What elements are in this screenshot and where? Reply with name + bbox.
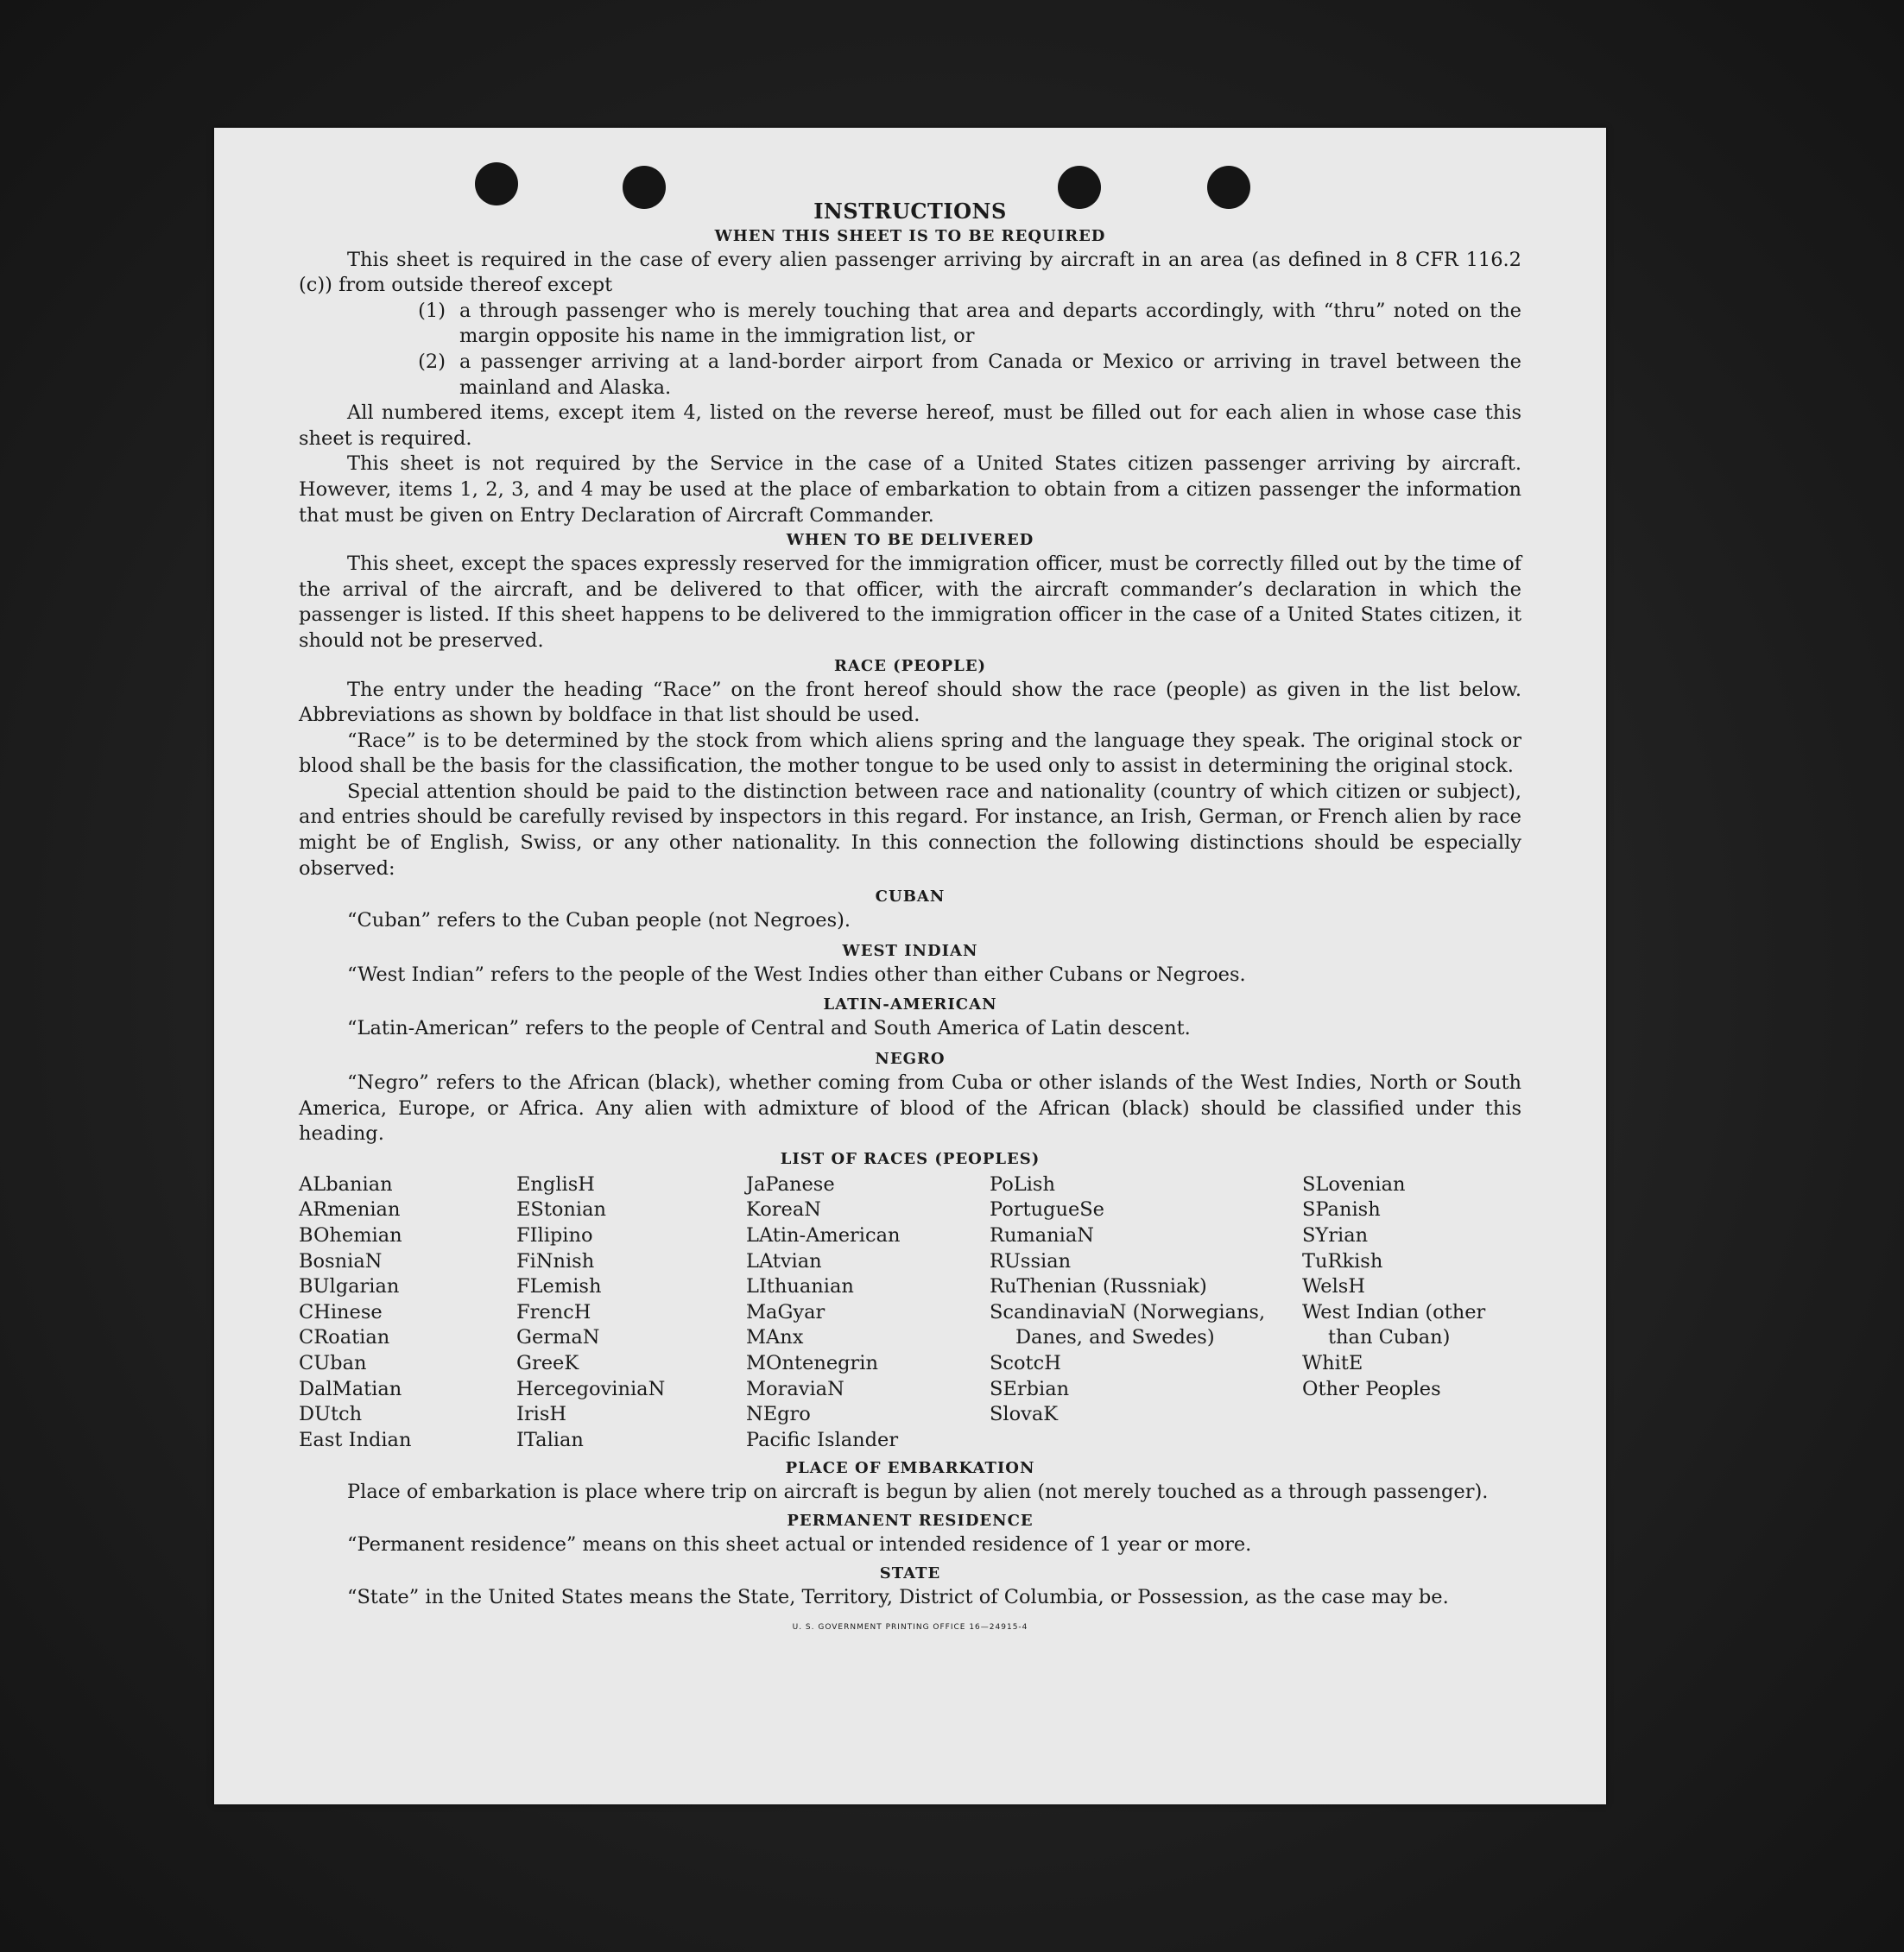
race-entry: BUlgarian <box>299 1275 400 1298</box>
race-entry: LIthuanian <box>746 1275 854 1298</box>
race-entry: EStonian <box>516 1198 607 1222</box>
item-number: (2) <box>418 350 446 373</box>
paragraph: “Race” is to be determined by the stock from which aliens spring and the language they speak. The original stock or blood shall be the basis for the classification, the mother tongue to be used only to assist in determining the original stock. <box>299 729 1521 778</box>
race-entry: CHinese <box>299 1300 383 1323</box>
paragraph: Special attention should be paid to the distinction between race and nationality (country of which citizen or subject), and entries should be carefully revised by inspectors in this regard. For instance, an Irish, German, or French alien by race might be of English, Swiss, or any other nationality. In this connection the following distinctions should be especially observed: <box>299 780 1521 880</box>
race-entry: SPanish <box>1302 1198 1381 1222</box>
races-column <box>516 1172 746 1454</box>
race-entry: ScandinaviaN (Norwegians, Danes, and Swedes) <box>990 1300 1266 1349</box>
item-text: a through passenger who is merely touching that area and departs accordingly, with “thru” noted on the margin opposite his name in the immigration list, or <box>459 299 1521 348</box>
paragraph: This sheet is not required by the Service in the case of a United States citizen passenger arriving by aircraft. However, items 1, 2, 3, and 4 may be used at the place of embarkation to obtain from a citizen passenger the information that must be given on Entry Declaration of Aircraft Commander. <box>299 452 1521 527</box>
race-entry: NEgro <box>746 1403 811 1426</box>
document-page <box>214 128 1606 1804</box>
race-entry: RumaniaN <box>990 1224 1094 1247</box>
race-entry: MAnx <box>746 1326 804 1349</box>
section-heading: CUBAN <box>875 888 946 907</box>
race-entry: IrisH <box>516 1403 567 1426</box>
instructions-body <box>299 199 1521 1641</box>
section-heading: WEST INDIAN <box>842 941 978 960</box>
race-entry: FrencH <box>516 1300 591 1323</box>
race-entry: Other Peoples <box>1302 1377 1441 1400</box>
race-entry: LAtvian <box>746 1249 822 1273</box>
race-entry: HercegoviniaN <box>516 1377 666 1400</box>
paragraph: “State” in the United States means the State, Territory, District of Columbia, or Possession, as the case may be. <box>347 1585 1449 1608</box>
race-entry: CUban <box>299 1351 367 1374</box>
race-entry: SErbian <box>990 1377 1070 1400</box>
race-entry: DUtch <box>299 1403 363 1426</box>
printing-office-imprint: U. S. GOVERNMENT PRINTING OFFICE 16—24915-4 <box>792 1623 1028 1633</box>
page-title: INSTRUCTIONS <box>813 199 1007 224</box>
race-entry: KoreaN <box>746 1198 821 1222</box>
paragraph: All numbered items, except item 4, listed on the reverse hereof, must be filled out for each alien in whose case this sheet is required. <box>299 401 1521 450</box>
race-entry: GermaN <box>516 1326 600 1349</box>
paragraph: “Permanent residence” means on this sheet actual or intended residence of 1 year or more. <box>347 1532 1252 1556</box>
race-entry: ALbanian <box>299 1172 393 1196</box>
race-entry: ScotcH <box>990 1351 1061 1374</box>
section-heading: RACE (PEOPLE) <box>833 656 987 675</box>
definition: “Latin-American” refers to the people of Central and South America of Latin descent. <box>347 1017 1191 1040</box>
race-entry: PoLish <box>990 1172 1055 1196</box>
race-entry: East Indian <box>299 1428 412 1451</box>
section-heading: PERMANENT RESIDENCE <box>787 1511 1034 1530</box>
race-entry: FiNnish <box>516 1249 595 1273</box>
race-entry: ITalian <box>516 1428 584 1451</box>
section-heading: LIST OF RACES (PEOPLES) <box>780 1149 1041 1168</box>
race-entry: West Indian (other than Cuban) <box>1302 1300 1486 1349</box>
race-entry: MOntenegrin <box>746 1351 878 1374</box>
races-list <box>299 1172 1521 1454</box>
race-entry: BosniaN <box>299 1249 383 1273</box>
definition: “Negro” refers to the African (black), whether coming from Cuba or other islands of the West Indies, North or South America, Europe, or Africa. Any alien with admixture of blood of the African (black) should be classified under this heading. <box>299 1071 1521 1146</box>
race-entry: DalMatian <box>299 1377 402 1400</box>
race-entry: PortugueSe <box>990 1198 1105 1222</box>
race-entry: GreeK <box>516 1351 579 1374</box>
race-entry: SlovaK <box>990 1403 1059 1426</box>
list-item <box>299 350 1521 401</box>
race-entry: CRoatian <box>299 1326 390 1349</box>
paragraph: This sheet is required in the case of every alien passenger arriving by aircraft in an area (as defined in 8 CFR 116.2 (c)) from outside thereof except <box>299 248 1521 297</box>
races-column <box>299 1172 516 1454</box>
race-entry: TuRkish <box>1302 1249 1383 1273</box>
section-heading: NEGRO <box>875 1050 946 1069</box>
race-entry: JaPanese <box>746 1172 835 1196</box>
race-entry: SLovenian <box>1302 1172 1406 1196</box>
item-text: a passenger arriving at a land-border airport from Canada or Mexico or arriving in travel between the mainland and Alaska. <box>459 350 1521 399</box>
race-entry: FIlipino <box>516 1224 593 1247</box>
section-heading: PLACE OF EMBARKATION <box>785 1459 1035 1478</box>
paragraph: Place of embarkation is place where trip on aircraft is begun by alien (not merely touched as a through passenger). <box>347 1481 1489 1504</box>
paragraph: This sheet, except the spaces expressly reserved for the immigration officer, must be correctly filled out by the time of the arrival of the aircraft, and be delivered to that officer, with the aircraft commander’s declaration in which the passenger is listed. If this sheet happens to be delivered to the immigration officer in the case of a United States citizen, it should not be preserved. <box>299 553 1521 652</box>
race-entry: WhitE <box>1302 1351 1363 1374</box>
list-item <box>299 299 1521 350</box>
race-entry: RuThenian (Russniak) <box>990 1275 1207 1298</box>
race-entry: ARmenian <box>299 1198 401 1222</box>
definition: “Cuban” refers to the Cuban people (not Negroes). <box>347 909 851 932</box>
section-heading: LATIN-AMERICAN <box>823 995 997 1014</box>
race-entry: EnglisH <box>516 1172 595 1196</box>
races-column <box>746 1172 990 1454</box>
section-heading: WHEN TO BE DELIVERED <box>786 531 1034 550</box>
races-column <box>990 1172 1302 1454</box>
item-number: (1) <box>418 299 446 322</box>
race-entry: FLemish <box>516 1275 602 1298</box>
race-entry: RUssian <box>990 1249 1072 1273</box>
definition: “West Indian” refers to the people of the West Indies other than either Cubans or Negroes. <box>347 963 1246 986</box>
race-entry: BOhemian <box>299 1224 402 1247</box>
race-entry: MoraviaN <box>746 1377 844 1400</box>
race-entry: Pacific Islander <box>746 1428 899 1451</box>
paragraph: The entry under the heading “Race” on the front hereof should show the race (people) as given in the list below. Abbreviations as shown by boldface in that list should be used. <box>299 678 1521 727</box>
race-entry: LAtin-American <box>746 1224 901 1247</box>
race-entry: WelsH <box>1302 1275 1365 1298</box>
section-heading: WHEN THIS SHEET IS TO BE REQUIRED <box>714 226 1106 245</box>
race-entry: MaGyar <box>746 1300 825 1323</box>
section-heading: STATE <box>879 1563 941 1582</box>
race-entry: SYrian <box>1302 1224 1369 1247</box>
races-column <box>1302 1172 1521 1454</box>
